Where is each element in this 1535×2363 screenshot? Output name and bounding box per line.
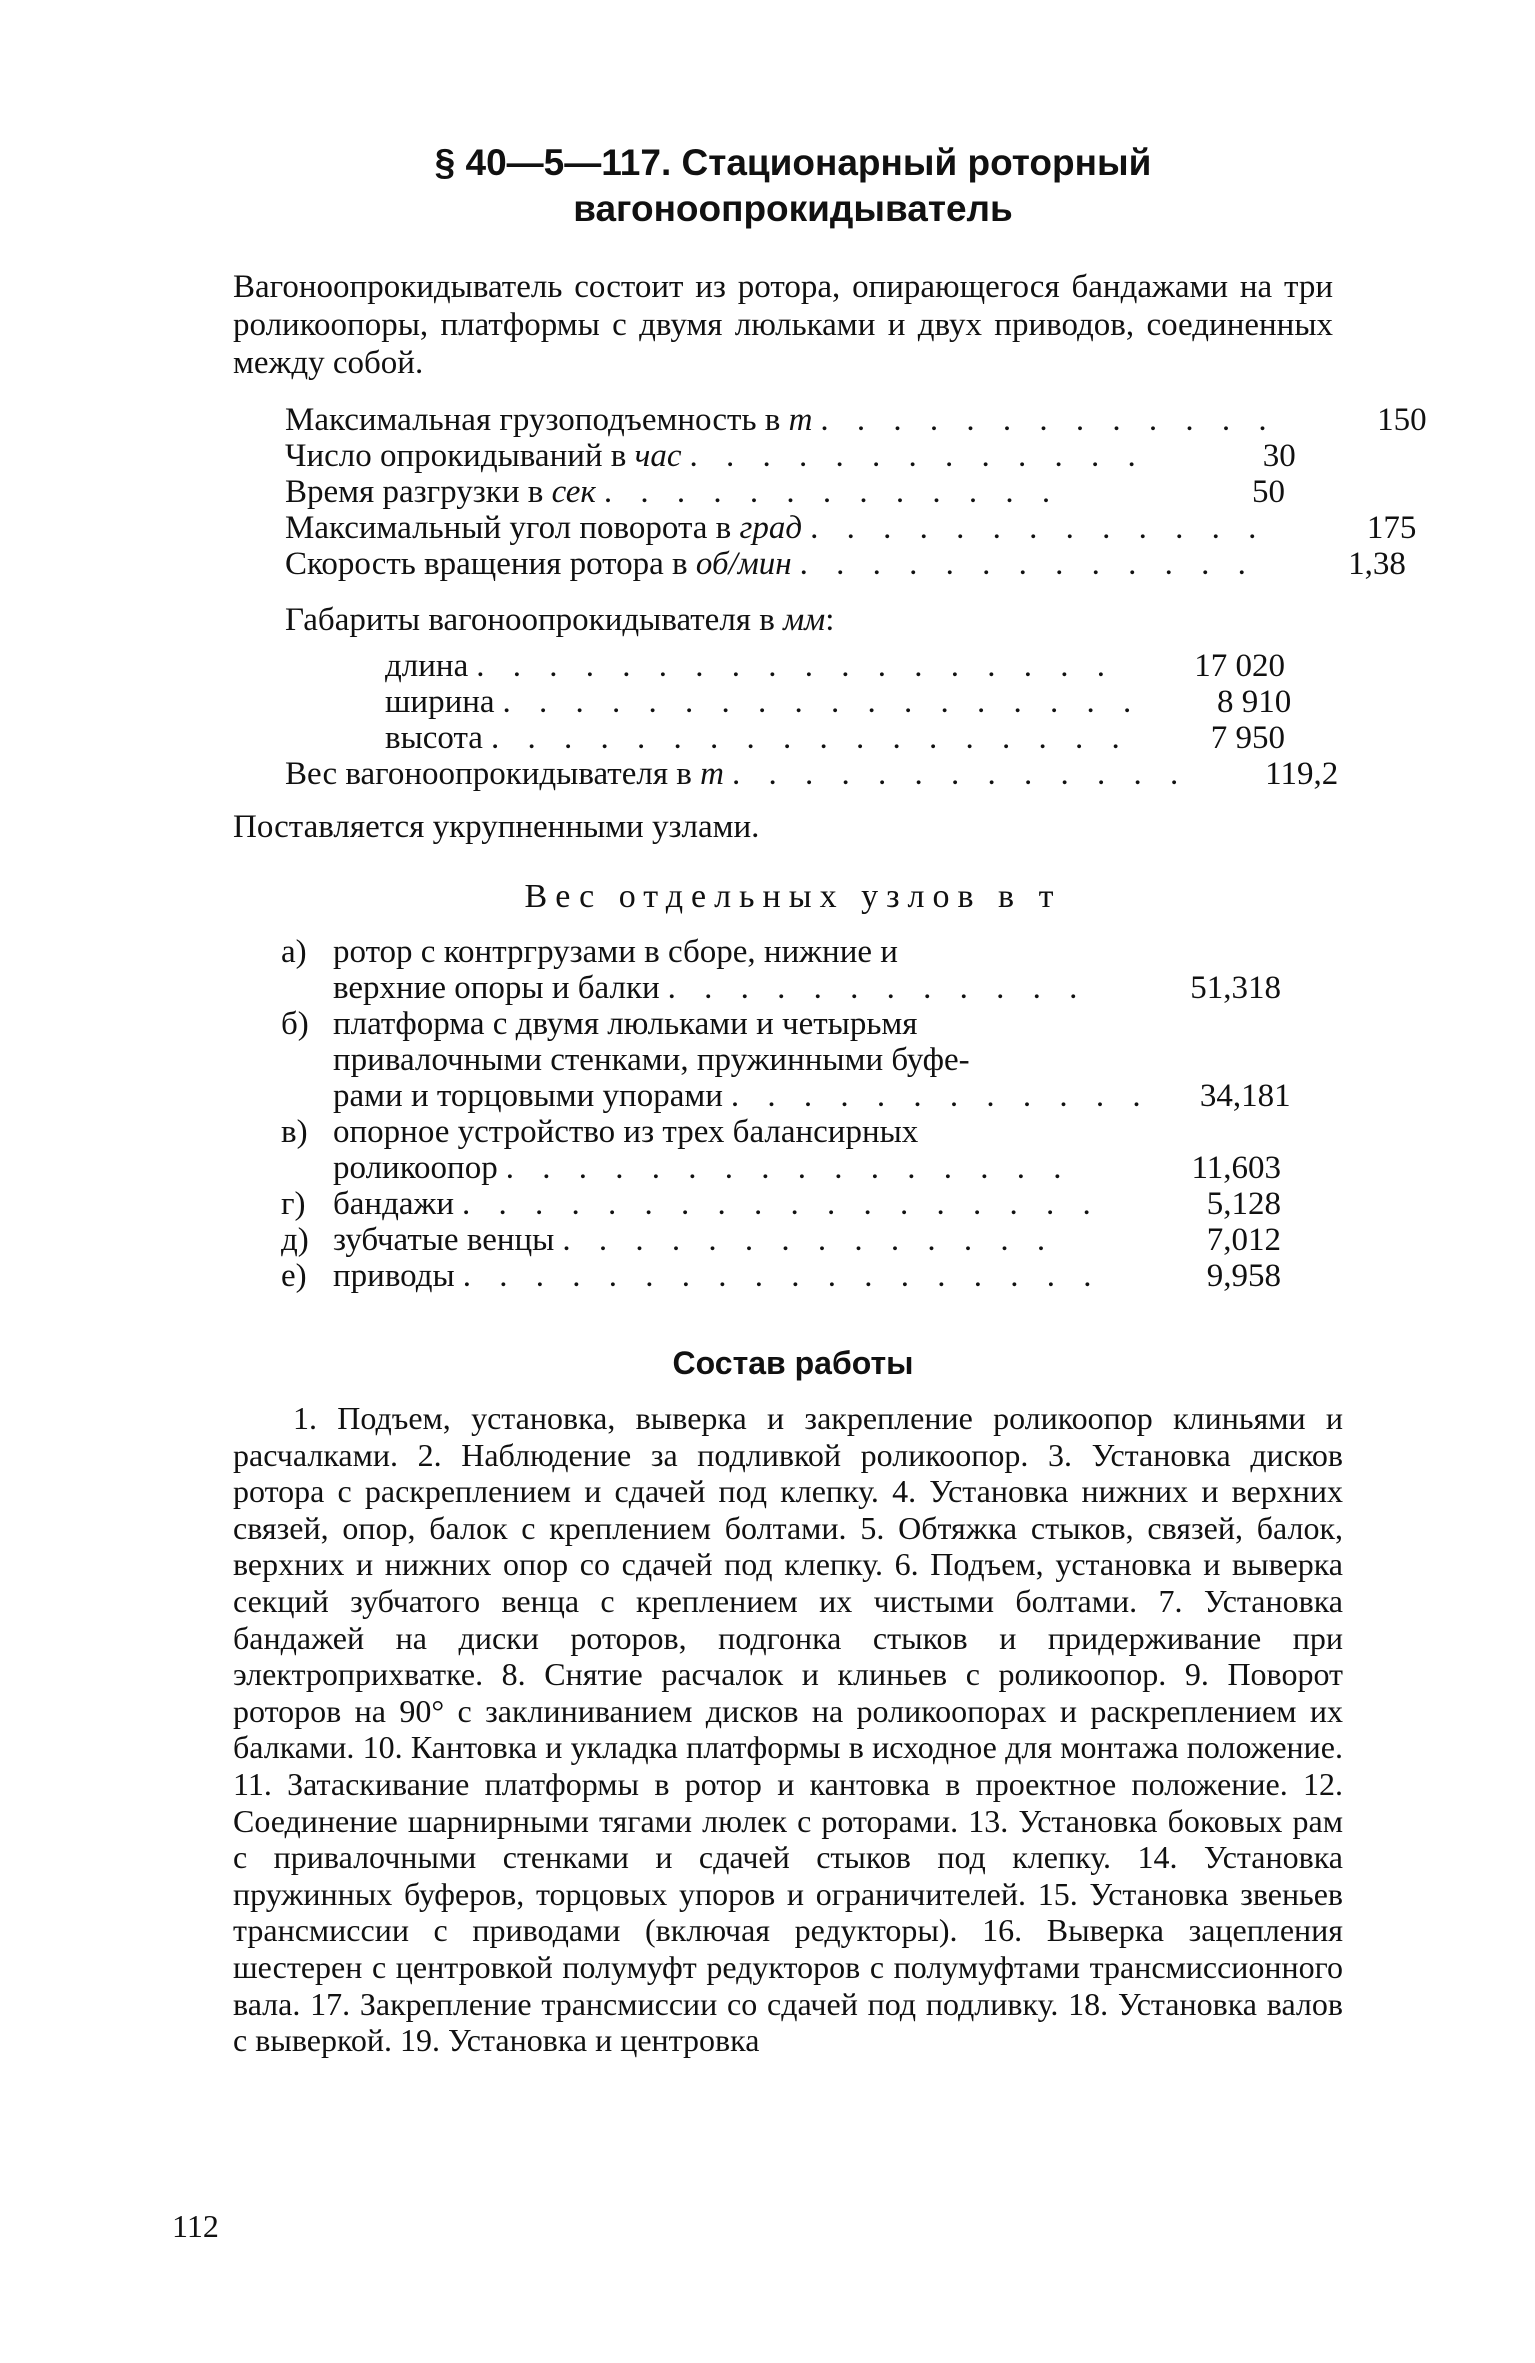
spec-value: 1,38 — [1348, 546, 1406, 582]
work-paragraph: 1. Подъем, установка, выверка и закрепление роликоопор клиньями и расчалками. 2. Наблюдение за подливкой роликоопор. 3. Установка дисков ротора с раскреплением и сдачей под клепку. 4. Установка нижних и верхних связей, опор, балок с креплением болтами. 5. Обтяжка стыков, связей, балок, верхних и нижних опор со сдачей под клепку. 6. Подъем, установка и выверка секций зубчатого венца с креплением их чистыми болтами. 7. Установка бандажей на диски роторов, подгонка стыков и придерживание при электроприхватке. 8. Снятие расчалок и клиньев с роликоопор. 9. Поворот роторов на 90° с заклиниванием дисков на роликоопорах и раскреплением их балками. 10. Кантовка и укладка платформы в исходное для монтажа положение. 11. Затаскивание платформы в ротор и кантовка в проектное положение. 12. Соединение шарнирными тягами люлек с роторами. 13. Установка боковых рам с привалочными стенками и сдачей стыков под клепку. 14. Установка пружинных буферов, торцовых упоров и ограничителей. 15. Установка звеньев трансмиссии с приводами (включая редукторы). 16. Выверка зацепления шестерен с центровкой полумуфт редукторов с полумуфтами трансмиссионного вала. 17. Закрепление трансмиссии со сдачей под подливку. 18. Установка валов с выверкой. 19. Установка и центровка — [233, 1400, 1343, 2059]
dimension-value: 7 950 — [1210, 720, 1285, 756]
dimension-value: 17 020 — [1194, 648, 1285, 684]
heading-line-2: вагоноопрокидыватель — [573, 188, 1013, 229]
spec-value: 175 — [1366, 510, 1417, 546]
spec-row: Время разгрузки в сек . . . . . . . . . . . . . 50 — [285, 474, 1285, 510]
parts-title: Вес отдельных узлов в т — [524, 878, 1062, 915]
part-letter: г) — [281, 1186, 306, 1222]
spec-list — [285, 402, 1427, 792]
part-value: 11,603 — [1191, 1150, 1281, 1186]
spec-row: Максимальный угол поворота в град . . . . . . . . . . . . . 175 — [285, 510, 1417, 546]
part-item: е) приводы . . . . . . . . . . . . . . . . . . 9,958 — [281, 1258, 1281, 1294]
dimension-row: высота . . . . . . . . . . . . . . . . . . 7 950 — [385, 720, 1285, 756]
dimension-row: ширина . . . . . . . . . . . . . . . . . . 8 910 — [385, 684, 1292, 720]
page-number: 112 — [172, 2208, 219, 2244]
dimension-value: 8 910 — [1217, 684, 1292, 720]
weight-row: Вес вагоноопрокидывателя в т . . . . . . . . . . . . . 119,2 — [285, 756, 1339, 792]
dimensions-title: Габариты вагоноопрокидывателя в мм: — [285, 602, 835, 638]
part-value: 51,318 — [1190, 970, 1281, 1006]
spec-unit: град — [739, 510, 803, 546]
part-item: в) опорное устройство из трех балансирных роликоопор . . . . . . . . . . . . . . . . 11,603 — [281, 1114, 1281, 1186]
supplied-note: Поставляется укрупненными узлами. — [233, 809, 760, 845]
part-value: 7,012 — [1206, 1222, 1281, 1258]
spec-label: Скорость вращения ротора в — [285, 546, 696, 582]
spec-row: Число опрокидываний в час . . . . . . . . . . . . . 30 — [285, 438, 1296, 474]
work-title: Состав работы — [672, 1345, 914, 1381]
spec-label: Максимальная грузоподъемность в — [285, 402, 789, 438]
part-item: д) зубчатые венцы . . . . . . . . . . . . . . 7,012 — [281, 1222, 1281, 1258]
weight-value: 119,2 — [1265, 756, 1339, 792]
part-value: 34,181 — [1199, 1078, 1291, 1114]
weight-label: Вес вагоноопрокидывателя в — [285, 756, 701, 792]
dimension-label: высота — [385, 720, 483, 756]
part-letter: б) — [281, 1006, 309, 1042]
spec-value: 30 — [1262, 438, 1296, 474]
part-letter: а) — [281, 934, 307, 970]
heading-line-1: § 40—5—117. Стационарный роторный — [434, 142, 1152, 183]
spec-value: 150 — [1377, 402, 1427, 438]
section-heading — [233, 140, 1353, 232]
part-letter: е) — [281, 1258, 307, 1294]
spec-unit: об/мин — [695, 546, 792, 582]
spec-label: Время разгрузки в — [285, 474, 552, 510]
spec-unit: час — [634, 438, 682, 474]
spec-unit: т — [788, 402, 813, 438]
part-letter: в) — [281, 1114, 308, 1150]
spec-unit: сек — [551, 474, 596, 510]
dimension-label: ширина — [385, 684, 495, 720]
part-letter: д) — [281, 1222, 309, 1258]
intro-paragraph: Вагоноопрокидыватель состоит из ротора, опирающегося бандажами на три роликоопоры, платформы с двумя люльками и двух приводов, соединенных между собой. — [233, 269, 1333, 381]
spec-label: Максимальный угол поворота в — [285, 510, 740, 546]
parts-list — [281, 934, 1291, 1294]
spec-row: Скорость вращения ротора в об/мин . . . . . . . . . . . . . 1,38 — [285, 546, 1406, 582]
spec-value: 50 — [1252, 474, 1285, 510]
part-item: а) ротор с контргрузами в сборе, нижние и верхние опоры и балки . . . . . . . . . . . . 51,318 — [281, 934, 1281, 1006]
spec-label: Число опрокидываний в — [285, 438, 635, 474]
dimension-label: длина — [385, 648, 469, 684]
part-item: б) платформа с двумя люльками и четырьмя привалочными стенками, пружинными буфе- рами и торцовыми упорами . . . . . . . . . . . . 34,181 — [281, 1006, 1291, 1114]
dimension-row: длина . . . . . . . . . . . . . . . . . . 17 020 — [385, 648, 1285, 684]
weight-unit: т — [700, 756, 724, 792]
part-item: г) бандажи . . . . . . . . . . . . . . . . . . 5,128 — [281, 1186, 1281, 1222]
part-value: 5,128 — [1206, 1186, 1281, 1222]
part-value: 9,958 — [1206, 1258, 1281, 1294]
spec-row: Максимальная грузоподъемность в т . . . . . . . . . . . . . 150 — [285, 402, 1427, 438]
